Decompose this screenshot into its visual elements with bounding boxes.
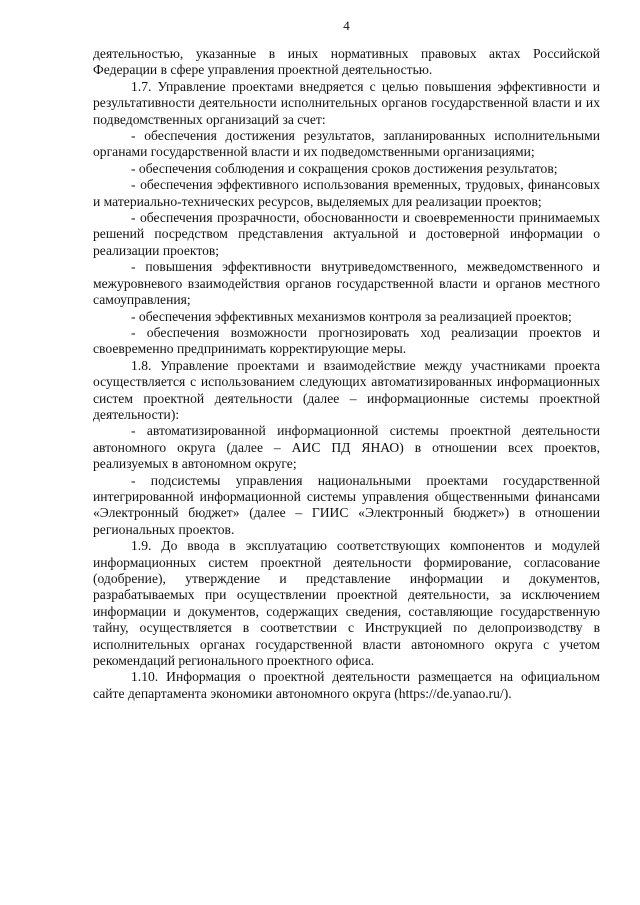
list-item-transparency: - обеспечения прозрачности, обоснованности и своевременности принимаемых решений посредством представления актуальной и достоверной информации о реализации проектов; xyxy=(93,210,600,258)
document-body xyxy=(93,46,600,702)
list-item-giis: - подсистемы управления национальными проектами государственной интегрированной информационной системы управления общественными финансами «Электронный бюджет» (далее – ГИИС «Электронный бюджет») в отношении региональных проектов. xyxy=(93,472,600,537)
page-number: 4 xyxy=(343,18,350,33)
paragraph-1-8: 1.8. Управление проектами и взаимодействие между участниками проекта осуществляется с использованием следующих автоматизированных информационных систем проектной деятельности (далее – информационные системы проектной деятельности): xyxy=(93,357,600,422)
list-item-control: - обеспечения эффективных механизмов контроля за реализацией проектов; xyxy=(131,308,572,324)
paragraph-continuation: деятельностью, указанные в иных нормативных правовых актах Российской Федерации в сфере управления проектной деятельностью. xyxy=(93,46,600,78)
list-item-forecast: - обеспечения возможности прогнозировать ход реализации проектов и своевременно предпринимать корректирующие меры. xyxy=(93,324,600,357)
paragraph-1-7: 1.7. Управление проектами внедряется с целью повышения эффективности и результативности деятельности исполнительных органов государственной власти и их подведомственных организаций за счет: xyxy=(93,78,600,127)
list-item-interaction: - повышения эффективности внутриведомственного, межведомственного и межуровневого взаимодействия органов государственной власти и органов местного самоуправления; xyxy=(93,259,600,308)
paragraph-1-9: 1.9. До ввода в эксплуатацию соответствующих компонентов и модулей информационных систем проектной деятельности формирование, согласование (одобрение), утверждение и представление информации и документов, разрабатываемых при осуществлении проектной деятельности, за исключением информации и документов, содержащих сведения, составляющие государственную тайну, осуществляется в соответствии с Инструкцией по делопроизводству в исполнительных органах государственной власти автономного округа с учетом рекомендаций регионального проектного офиса. xyxy=(93,538,600,669)
list-item-resources: - обеспечения эффективного использования временных, трудовых, финансовых и материально-технических ресурсов, выделяемых для реализации проектов; xyxy=(93,177,600,209)
document-page xyxy=(93,18,600,702)
list-item-deadlines: - обеспечения соблюдения и сокращения сроков достижения результатов; xyxy=(131,160,558,176)
paragraph-1-10: 1.10. Информация о проектной деятельности размещается на официальном сайте департамента экономики автономного округа (https://de.yanao.ru/). xyxy=(93,669,600,701)
list-item-results: - обеспечения достижения результатов, запланированных исполнительными органами государственной власти и их подведомственными организациями; xyxy=(93,128,600,160)
list-item-ais-pd: - автоматизированной информационной системы проектной деятельности автономного округа (далее – АИС ПД ЯНАО) в отношении всех проектов, реализуемых в автономном округе; xyxy=(93,423,600,472)
